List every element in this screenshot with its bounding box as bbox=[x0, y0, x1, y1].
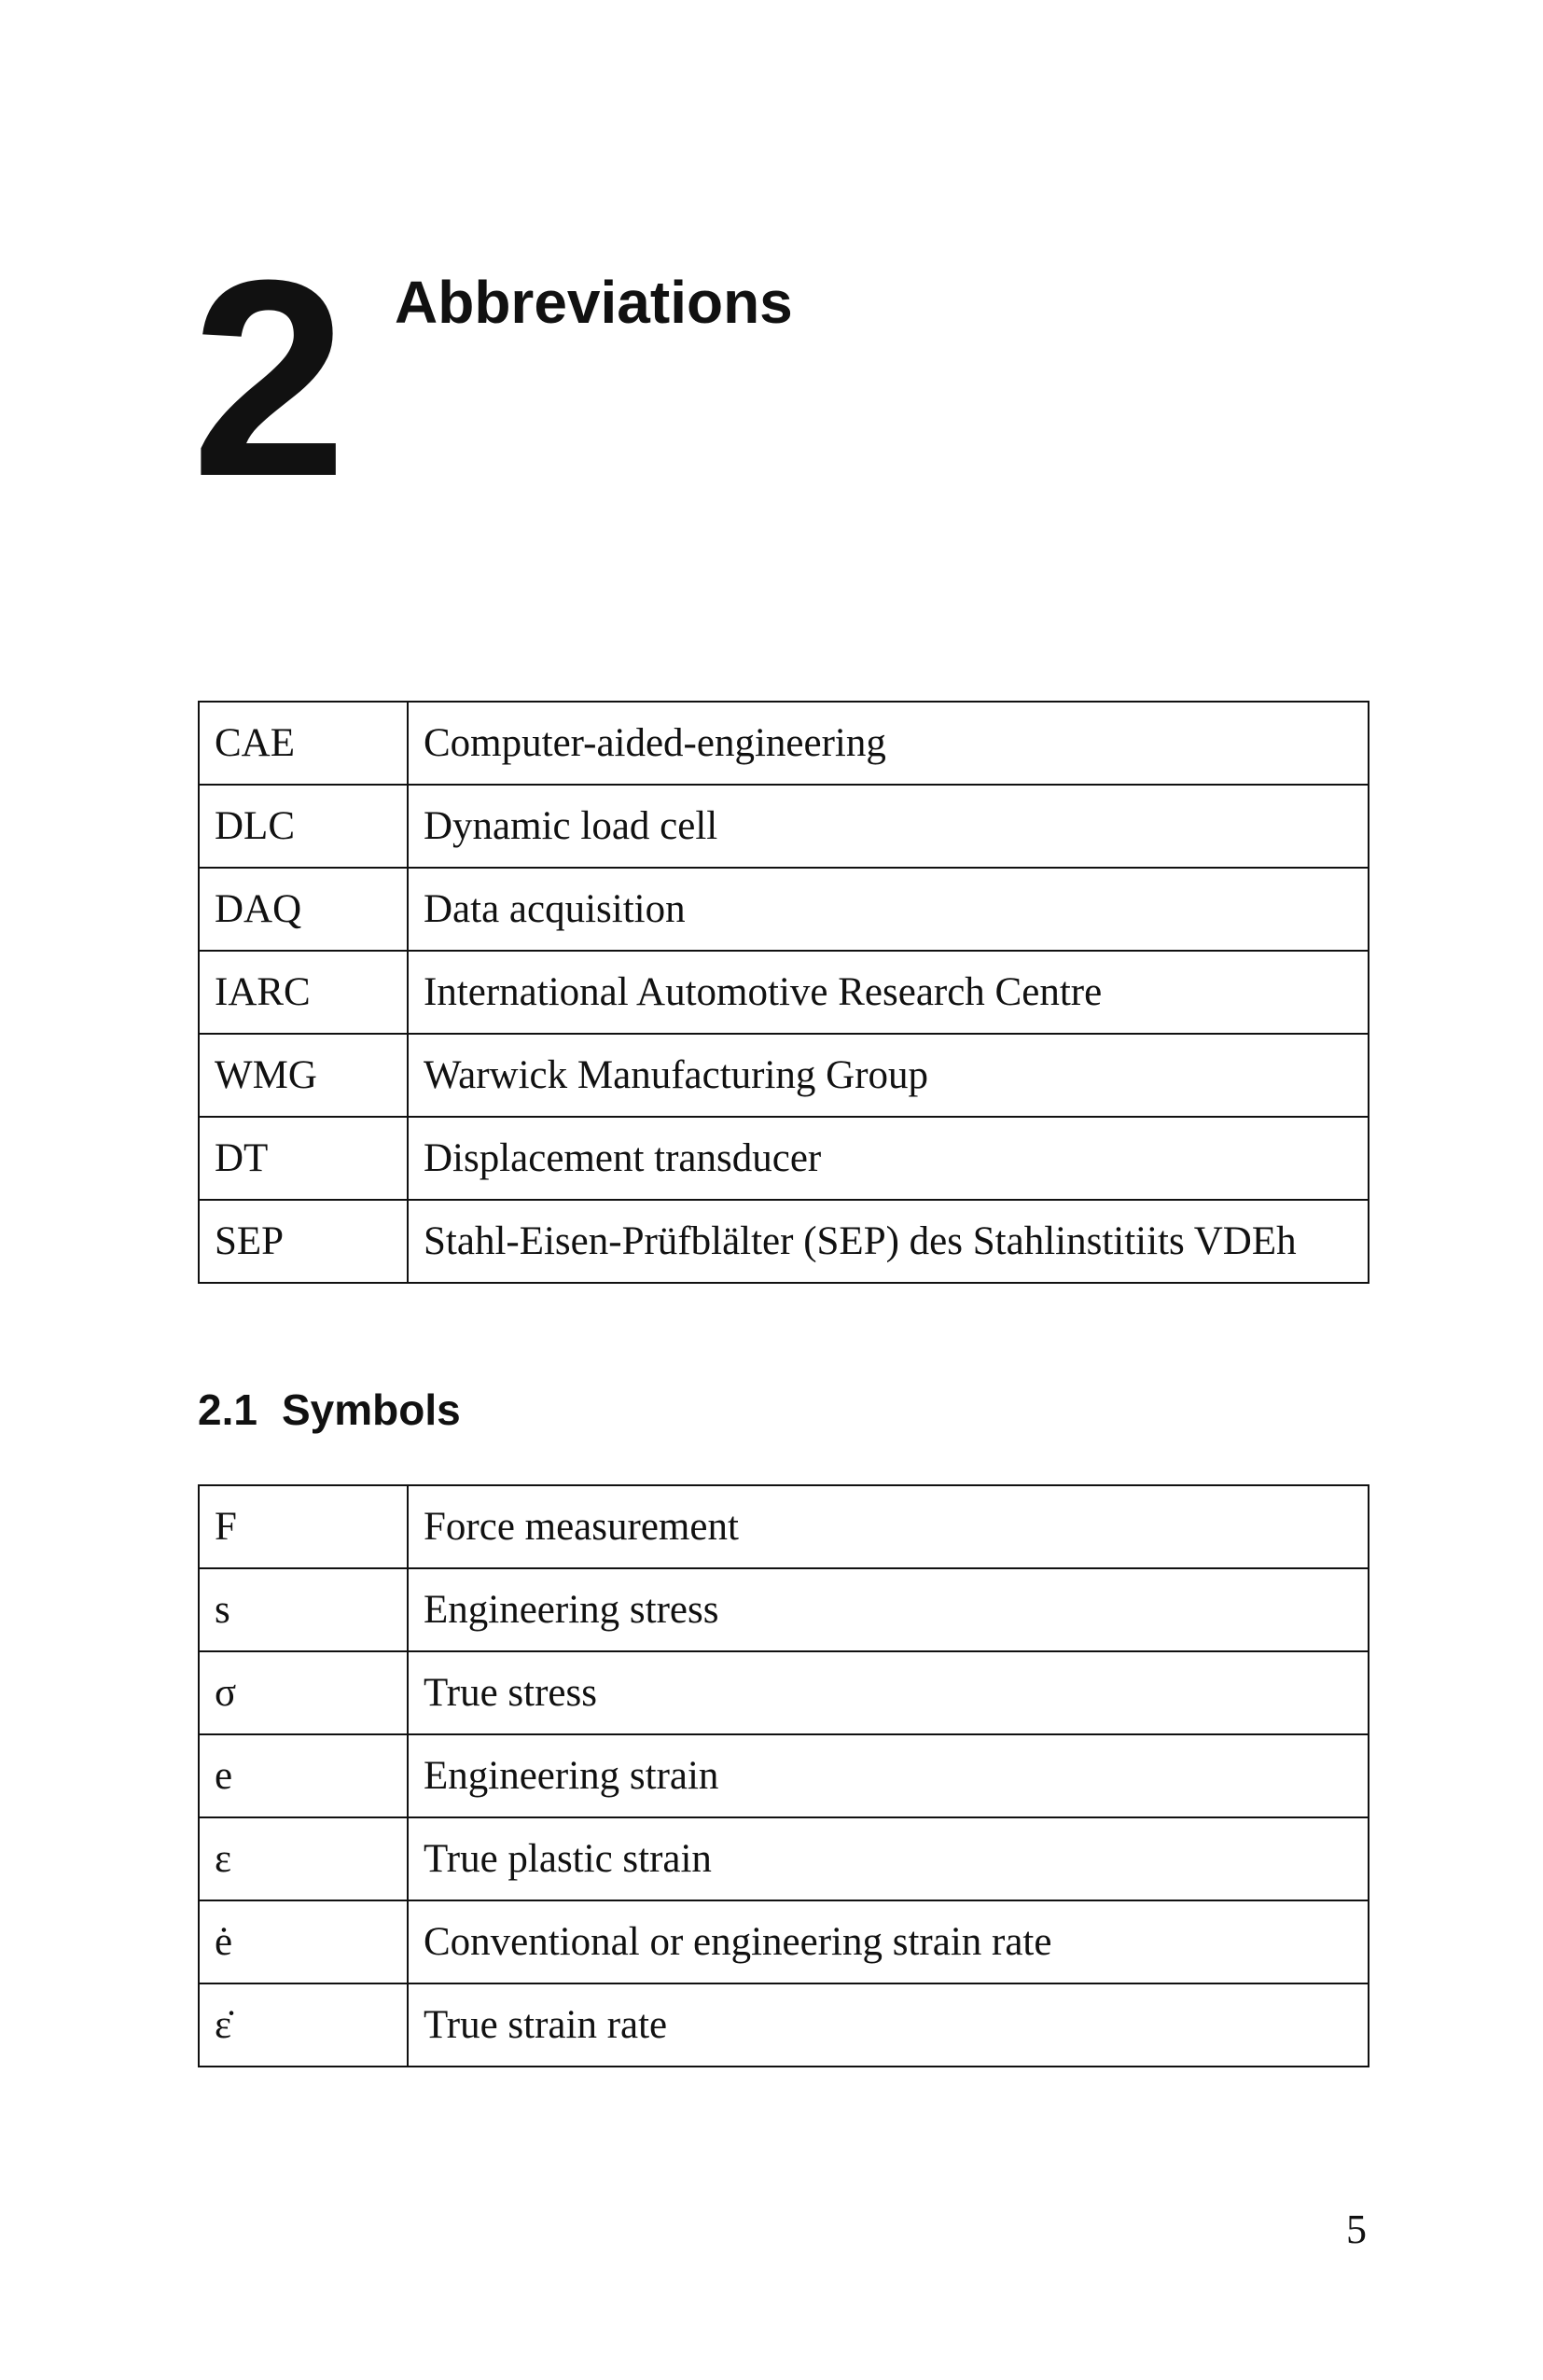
symbol-term: ε bbox=[199, 1817, 408, 1900]
abbreviation-term: SEP bbox=[199, 1200, 408, 1283]
symbol-definition: Engineering stress bbox=[408, 1568, 1369, 1651]
table-row bbox=[199, 1568, 1369, 1651]
abbreviation-definition: International Automotive Research Centre bbox=[408, 951, 1369, 1034]
table-row bbox=[199, 785, 1369, 868]
symbol-definition: Engineering strain bbox=[408, 1734, 1369, 1817]
symbol-term: ε̇ bbox=[199, 1983, 408, 2067]
chapter-title: Abbreviations bbox=[395, 269, 793, 336]
section-number: 2.1 bbox=[198, 1385, 257, 1434]
symbol-term: F bbox=[199, 1485, 408, 1568]
symbol-term: s bbox=[199, 1568, 408, 1651]
abbreviations-table bbox=[198, 701, 1369, 1284]
chapter-number: 2 bbox=[191, 221, 341, 535]
page-number: 5 bbox=[1346, 2206, 1367, 2252]
table-row bbox=[199, 1651, 1369, 1734]
section-heading-symbols bbox=[198, 1385, 461, 1434]
abbreviation-definition: Data acquisition bbox=[408, 868, 1369, 951]
symbol-definition: Force measurement bbox=[408, 1485, 1369, 1568]
section-title: Symbols bbox=[281, 1385, 461, 1434]
symbol-term: σ bbox=[199, 1651, 408, 1734]
table-row bbox=[199, 1117, 1369, 1200]
table-row bbox=[199, 1734, 1369, 1817]
abbreviation-definition: Stahl-Eisen-Prüfblälter (SEP) des Stahlinstitiits VDEh bbox=[408, 1200, 1369, 1283]
table-row bbox=[199, 1200, 1369, 1283]
abbreviation-term: DAQ bbox=[199, 868, 408, 951]
abbreviation-term: DT bbox=[199, 1117, 408, 1200]
table-row bbox=[199, 868, 1369, 951]
table-row bbox=[199, 1034, 1369, 1117]
abbreviation-term: WMG bbox=[199, 1034, 408, 1117]
abbreviation-definition: Displacement transducer bbox=[408, 1117, 1369, 1200]
symbol-term: e bbox=[199, 1734, 408, 1817]
table-row bbox=[199, 702, 1369, 785]
abbreviation-term: DLC bbox=[199, 785, 408, 868]
symbol-definition: Conventional or engineering strain rate bbox=[408, 1900, 1369, 1983]
table-row bbox=[199, 1485, 1369, 1568]
table-row bbox=[199, 1900, 1369, 1983]
abbreviation-definition: Dynamic load cell bbox=[408, 785, 1369, 868]
symbols-table bbox=[198, 1484, 1369, 2067]
table-row bbox=[199, 951, 1369, 1034]
symbol-definition: True stress bbox=[408, 1651, 1369, 1734]
abbreviation-definition: Warwick Manufacturing Group bbox=[408, 1034, 1369, 1117]
symbol-definition: True strain rate bbox=[408, 1983, 1369, 2067]
abbreviation-term: IARC bbox=[199, 951, 408, 1034]
symbol-definition: True plastic strain bbox=[408, 1817, 1369, 1900]
abbreviation-term: CAE bbox=[199, 702, 408, 785]
table-row bbox=[199, 1983, 1369, 2067]
table-row bbox=[199, 1817, 1369, 1900]
symbol-term: ė bbox=[199, 1900, 408, 1983]
abbreviation-definition: Computer-aided-engineering bbox=[408, 702, 1369, 785]
